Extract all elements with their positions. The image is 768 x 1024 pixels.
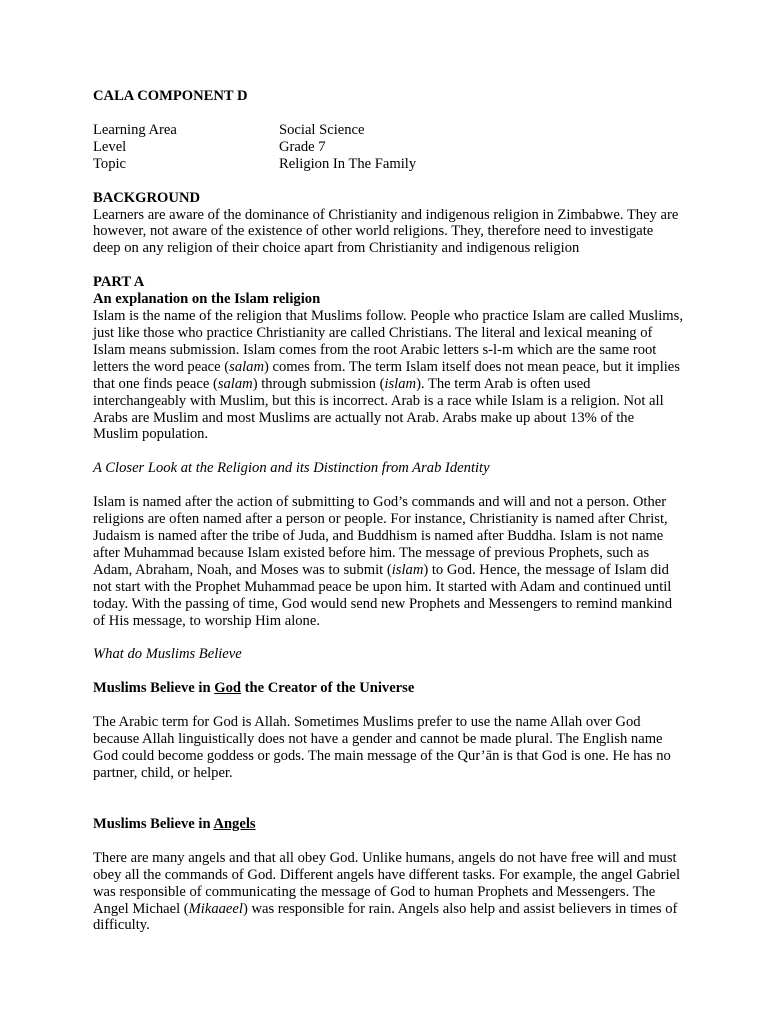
text-run: Muslims Believe in — [93, 680, 215, 697]
background-paragraph: Learners are aware of the dominance of Christianity and indigenous religion in Zimbabwe. They are however, not aware of the existence of other world religions. They, therefore need to investigate deep on any religion of their choice apart from Christianity and indigenous religion — [93, 206, 679, 257]
text-run: ). The term Arab is often used interchangeably with Muslim, but this is incorrect. Arab is a race while Islam is a religion. Not all Arabs are Muslim and most Muslims are actually not Arab. Arabs make up about 13% of the Muslim population. — [93, 375, 664, 443]
text-run: There are many angels and that all obey God. Unlike humans, angels do not have free will and must obey all the commands of God. Different angels have different tasks. For example, the angel Gabriel was responsible of communicating the message of God to human Prophets and Messengers. The Angel Michael ( — [93, 849, 681, 917]
underlined-term: God — [214, 680, 241, 697]
closer-look-heading: A Closer Look at the Religion and its Distinction from Arab Identity — [93, 460, 490, 477]
meta-label: Level — [93, 138, 127, 155]
text-run: Muslims Believe in — [93, 815, 214, 832]
meta-value: Religion In The Family — [279, 155, 417, 172]
meta-row-learning-area — [93, 122, 683, 139]
italic-term: salam — [229, 358, 265, 375]
italic-term: islam — [391, 561, 424, 578]
belief-angels-heading — [93, 816, 683, 833]
belief-god-paragraph: The Arabic term for God is Allah. Sometimes Muslims prefer to use the name Allah over God because Allah linguistically does not have a gender and cannot be made plural. The English name God could become goddess or gods. The main message of the Qur’ān is that God is one. He has no partner, child, or helper. — [93, 714, 671, 781]
belief-angels-paragraph — [93, 850, 683, 935]
italic-term: Mikaaeel — [188, 900, 243, 917]
italic-term: salam — [217, 375, 253, 392]
text-run: ) comes from. The term Islam itself does not mean peace, but it implies that one finds peace ( — [93, 358, 680, 392]
closer-look-paragraph — [93, 494, 683, 629]
text-run: ) to God. Hence, the message of Islam did not start with the Prophet Muhammad peace be upon him. It started with Adam and continued until today. With the passing of time, God would send new Prophets and Messengers to remind mankind of His message, to worship Him alone. — [93, 561, 673, 629]
meta-table — [93, 122, 683, 173]
document-title: CALA COMPONENT D — [93, 88, 248, 104]
islam-explanation-heading: An explanation on the Islam religion — [93, 291, 321, 308]
meta-row-level — [93, 139, 683, 156]
text-run: Islam is the name of the religion that Muslims follow. People who practice Islam are called Muslims, just like those who practice Christianity are called Christians. The literal and lexical meaning of Islam means submission. Islam comes from the root Arabic letters s-l-m which are the same root letters the word peace ( — [93, 308, 683, 375]
meta-label: Topic — [93, 155, 127, 172]
text-run: ) was responsible for rain. Angels also help and assist believers in times of difficulty. — [93, 900, 678, 934]
text-run: the Creator of the Universe — [240, 680, 415, 697]
beliefs-heading: What do Muslims Believe — [93, 646, 242, 663]
belief-god-heading — [93, 680, 683, 697]
text-run: Islam is named after the action of submitting to God’s commands and will and not a person. Other religions are often named after a person or people. For instance, Christianity is named after Christ, Judaism is named after the tribe of Juda, and Buddhism is named after Buddha. Islam is not name after Muhammad because Islam existed before him. The message of previous Prophets, such as Adam, Abraham, Noah, and Moses was to submit ( — [93, 494, 668, 578]
background-heading: BACKGROUND — [93, 189, 201, 206]
meta-value: Social Science — [279, 121, 365, 138]
document-body — [93, 88, 683, 934]
meta-label: Learning Area — [93, 121, 177, 138]
text-run: ) through submission ( — [252, 375, 385, 392]
meta-row-topic — [93, 156, 683, 173]
meta-value: Grade 7 — [279, 138, 326, 155]
underlined-term: Angels — [213, 815, 256, 832]
islam-explanation-paragraph — [93, 308, 683, 443]
italic-term: islam — [384, 375, 417, 392]
part-a-heading: PART A — [93, 274, 145, 291]
